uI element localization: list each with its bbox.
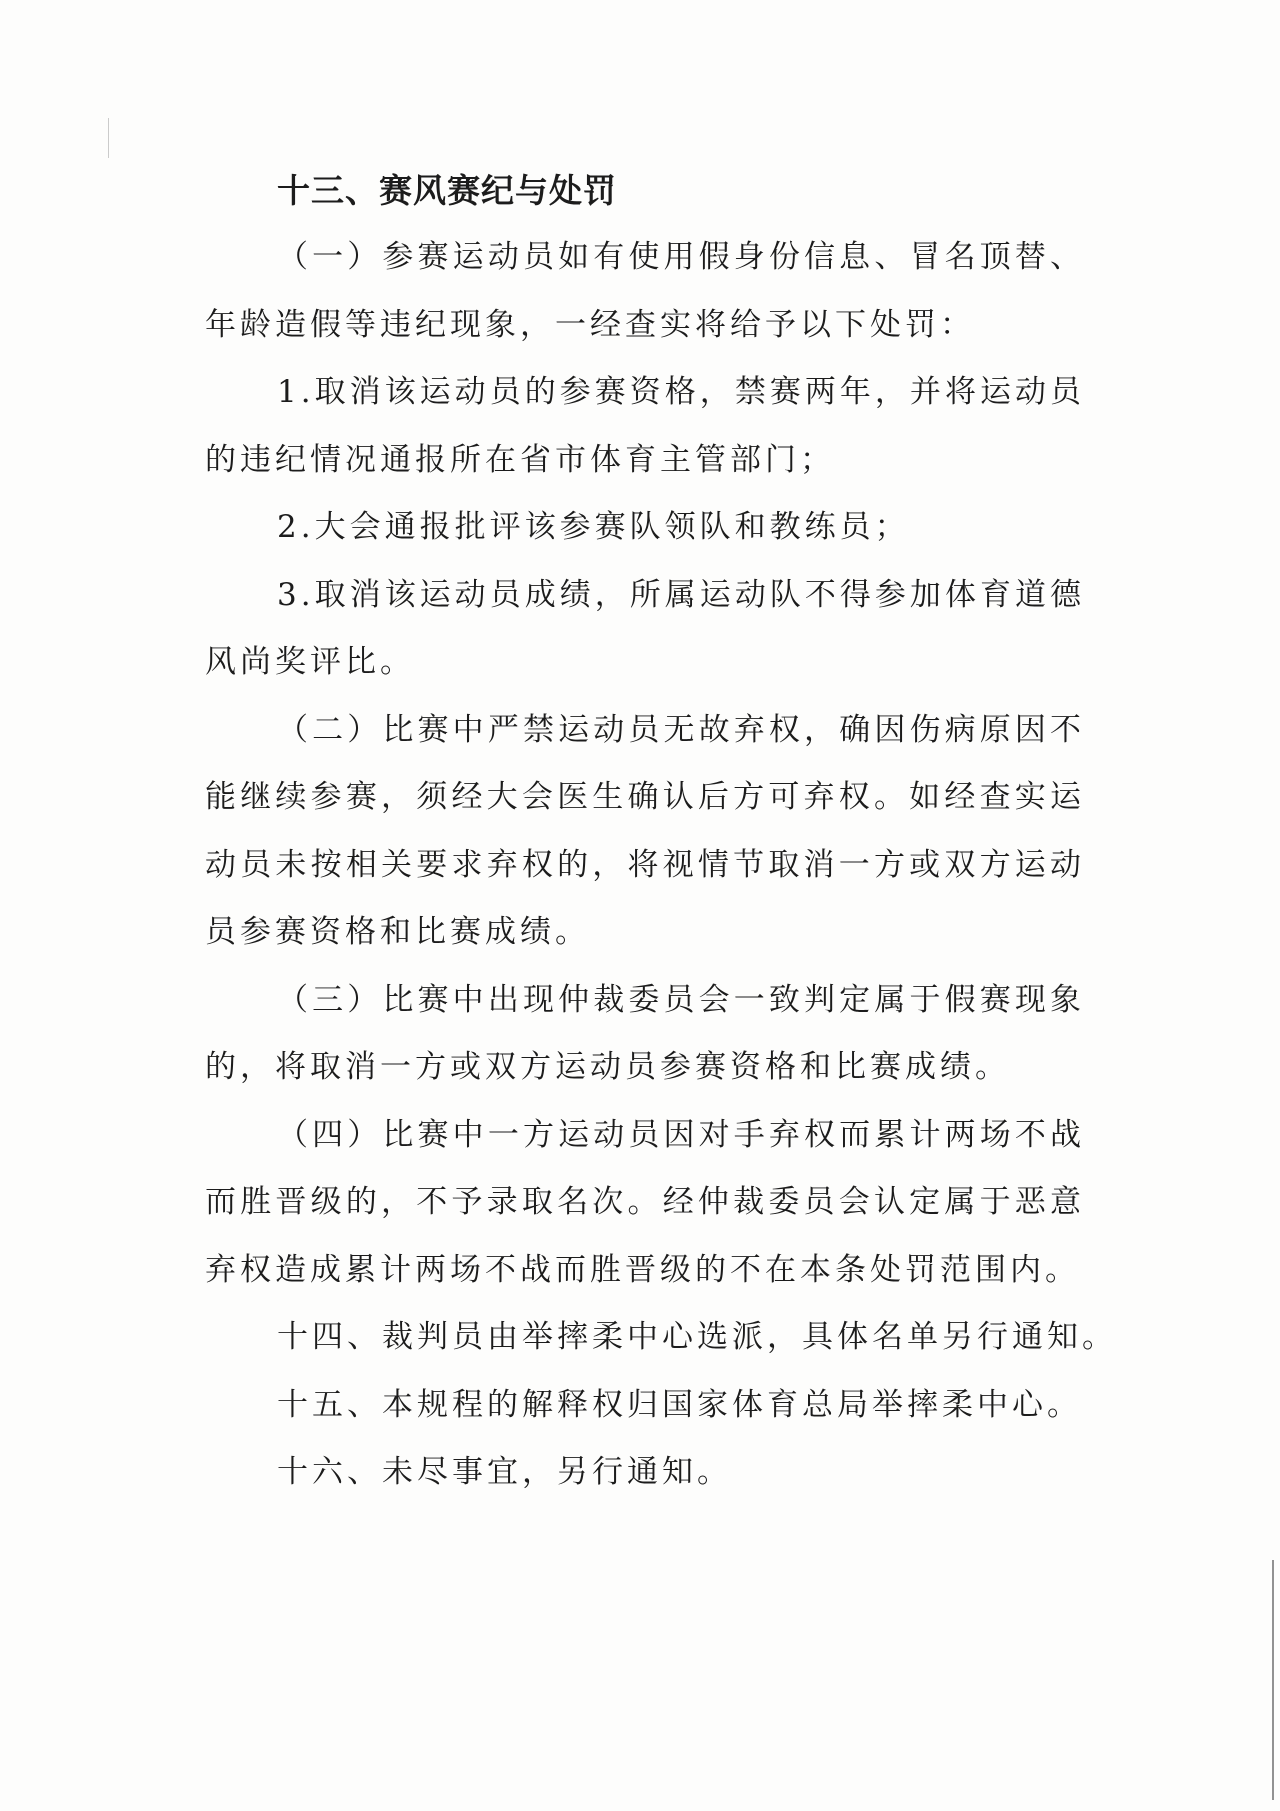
paragraph-3: 2.大会通报批评该参赛队领队和教练员； <box>277 509 910 545</box>
scan-artifact-mark <box>108 118 109 158</box>
paragraph-10: 十六、未尽事宜，另行通知。 <box>277 1454 732 1490</box>
paragraph-5: （二）比赛中严禁运动员无故弃权，确因伤病原因不能继续参赛，须经大会医生确认后方可弃权。如经查实运动员未按相关要求弃权的，将视情节取消一方或双方运动员参赛资格和比赛成绩。 <box>205 711 1085 950</box>
document-body <box>205 158 1117 1507</box>
paragraph-4: 3.取消该运动员成绩，所属运动队不得参加体育道德风尚奖评比。 <box>205 576 1085 680</box>
paragraph-7: （四）比赛中一方运动员因对手弃权而累计两场不战而胜晋级的，不予录取名次。经仲裁委员会认定属于恶意弃权造成累计两场不战而胜晋级的不在本条处罚范围内。 <box>205 1116 1085 1288</box>
paragraph-1: （一）参赛运动员如有使用假身份信息、冒名顶替、年龄造假等违纪现象，一经查实将给予以下处罚： <box>205 239 1085 343</box>
paragraph-9: 十五、本规程的解释权归国家体育总局举摔柔中心。 <box>277 1386 1082 1423</box>
scan-edge-line <box>1272 1560 1274 1800</box>
section-heading: 十三、赛风赛纪与处罚 <box>277 171 617 210</box>
paragraph-6: （三）比赛中出现仲裁委员会一致判定属于假赛现象的，将取消一方或双方运动员参赛资格和比赛成绩。 <box>205 981 1085 1085</box>
paragraph-2: 1.取消该运动员的参赛资格，禁赛两年，并将运动员的违纪情况通报所在省市体育主管部门； <box>205 374 1085 478</box>
paragraph-8: 十四、裁判员由举摔柔中心选派，具体名单另行通知。 <box>277 1319 1117 1355</box>
